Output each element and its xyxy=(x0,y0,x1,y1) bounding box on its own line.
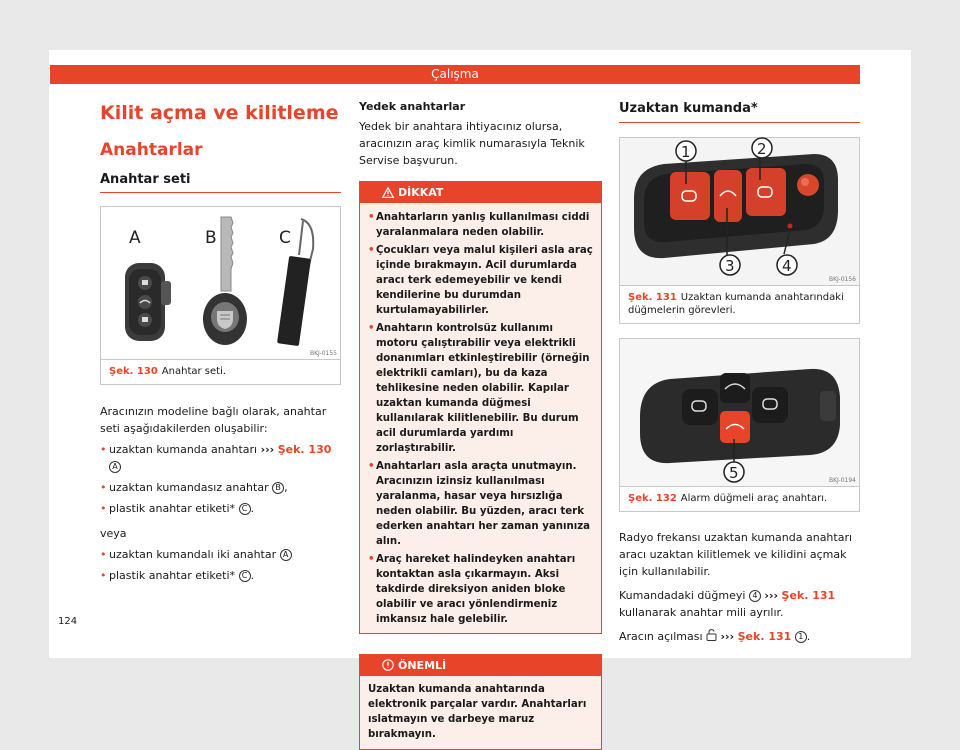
remote-key-icon xyxy=(125,263,171,341)
circled-letter: C xyxy=(239,570,251,582)
circled-letter: C xyxy=(239,503,251,515)
spare-keys-heading: Yedek anahtarlar xyxy=(359,100,466,113)
warning-box xyxy=(359,181,602,634)
unfold-key-paragraph: Kumandadaki düğmeyi 4 ››› Şek. 131 kullanarak anahtar mili ayrılır. xyxy=(619,589,836,619)
unlock-icon xyxy=(706,629,717,641)
figure-caption-label: Şek. 132 xyxy=(628,493,677,504)
figure-caption-text: Anahtar seti. xyxy=(161,366,227,377)
list-item: • uzaktan kumanda anahtarı ››› Şek. 130 A xyxy=(100,441,341,475)
warning-item: • Anahtarları asla araçta unutmayın. Aracınızın izinsiz kullanılması yaralanma, hasar veya hırsızlığa neden olabilir. Bu yüzden, aracı terk ederken anahtarı her zaman yanınıza alın. xyxy=(368,459,593,549)
remote-buttons-illustration xyxy=(620,138,859,285)
figure-caption-text: Uzaktan kumanda anahtarındaki düğmelerin görevleri. xyxy=(628,292,844,316)
warning-item: • Araç hareket halindeyken anahtarı kontaktan asla çıkarmayın. Aksi takdirde direksiyon aniden bloke olabilir ve aracı yönlendirmeniz imkansız hale gelebilir. xyxy=(368,552,593,627)
key-set-illustration xyxy=(101,207,340,359)
figure-key-set-image xyxy=(101,207,340,359)
figure-caption-text: Alarm düğmeli araç anahtarı. xyxy=(680,493,828,504)
figure-alarm-key xyxy=(619,338,860,512)
spare-keys-paragraph: Yedek bir anahtara ihtiyacınız olursa, aracınızın araç kimlik numarasıyla Teknik Servise başvurun. xyxy=(359,120,585,167)
list-item: • uzaktan kumandasız anahtar B , xyxy=(100,479,341,496)
figure-caption xyxy=(101,359,340,384)
warning-item: • Anahtarın kontrolsüz kullanımı motoru çalıştırabilir veya elektrikli donanımları etkinleştirebilir (örneğin elektrikli camları), bu da kaza tehlikesine neden olabilir. Kapılar uzaktan kumanda düğmesi kullanılarak kilitlenebilir. Bu durum acil durumlarda yardımı zorlaştırabilir. xyxy=(368,321,593,456)
section-header-bar: Çalışma xyxy=(50,65,860,84)
notice-box xyxy=(359,654,602,750)
figure-reference-link[interactable]: Şek. 130 xyxy=(277,443,332,456)
figure-key-set xyxy=(100,206,341,385)
list-item: • plastik anahtar etiketi* C . xyxy=(100,500,341,517)
section-heading-key-set: Anahtar seti xyxy=(100,172,341,193)
notice-title: ÖNEMLİ xyxy=(398,659,447,672)
key-set-list xyxy=(100,441,341,517)
figure-alarm-key-image xyxy=(620,339,859,486)
page-title: Kilit açma ve kilitleme xyxy=(100,102,339,124)
warning-header xyxy=(360,182,601,203)
figure-code: BKJ-0194 xyxy=(828,477,856,484)
figure-reference-link[interactable]: Şek. 131 xyxy=(737,630,792,643)
intro-paragraph: Aracınızın modeline bağlı olarak, anahtar seti aşağıdakilerden oluşabilir: xyxy=(100,405,327,435)
circled-number: 1 xyxy=(795,631,807,643)
figure-caption xyxy=(620,486,859,511)
unlock-paragraph: Aracın açılması ››› Şek. 131 1 . xyxy=(619,630,811,643)
page-number: 124 xyxy=(58,616,78,627)
info-circle-icon xyxy=(382,659,394,671)
figure-caption-label: Şek. 130 xyxy=(109,366,158,377)
list-item: • uzaktan kumandalı iki anahtar A xyxy=(100,546,341,563)
list-item: • plastik anahtar etiketi* C . xyxy=(100,567,341,584)
label-a: A xyxy=(129,228,141,248)
callout-1: 1 xyxy=(681,143,691,161)
section-heading-remote: Uzaktan kumanda* xyxy=(619,101,860,123)
circled-letter: B xyxy=(272,482,284,494)
figure-code: BKJ-0155 xyxy=(309,350,337,357)
warning-item: • Anahtarların yanlış kullanılması ciddi yaralanmalara neden olabilir. xyxy=(368,210,593,240)
notice-header xyxy=(360,655,601,676)
or-text: veya xyxy=(100,527,127,540)
figure-reference-link[interactable]: Şek. 131 xyxy=(781,589,836,602)
figure-caption-label: Şek. 131 xyxy=(628,292,677,303)
callout-3: 3 xyxy=(725,257,735,275)
label-b: B xyxy=(205,228,217,248)
circled-letter: A xyxy=(109,461,121,473)
callout-2: 2 xyxy=(757,140,767,158)
warning-triangle-icon xyxy=(382,187,394,198)
callout-4: 4 xyxy=(782,257,792,275)
circled-number: 4 xyxy=(749,590,761,602)
callout-5: 5 xyxy=(729,464,739,482)
warning-item: • Çocukları veya malul kişileri asla araç içinde bırakmayın. Acil durumlarda aracı terk edemeyebilir ve kendi kendilerine bu durumdan kurtulamayabilirler. xyxy=(368,243,593,318)
figure-remote-buttons xyxy=(619,137,860,324)
figure-code: BKJ-0156 xyxy=(828,276,856,283)
figure-remote-buttons-image xyxy=(620,138,859,285)
alarm-key-illustration xyxy=(620,339,859,486)
label-c: C xyxy=(279,228,291,248)
warning-list xyxy=(360,203,601,633)
column-right xyxy=(619,95,860,645)
chapter-subtitle: Anahtarlar xyxy=(100,140,203,160)
notice-text: Uzaktan kumanda anahtarında elektronik parçalar vardır. Anahtarları ıslatmayın ve darbeye maruz bırakmayın. xyxy=(360,676,601,749)
circled-letter: A xyxy=(280,549,292,561)
column-middle xyxy=(359,95,602,750)
remote-paragraph: Radyo frekansı uzaktan kumanda anahtarı aracı uzaktan kilitlemek ve kilidini açmak için kullanılabilir. xyxy=(619,531,853,578)
warning-title: DİKKAT xyxy=(398,186,444,199)
column-left xyxy=(100,95,341,584)
key-set-list-alt xyxy=(100,546,341,584)
figure-caption xyxy=(620,285,859,323)
